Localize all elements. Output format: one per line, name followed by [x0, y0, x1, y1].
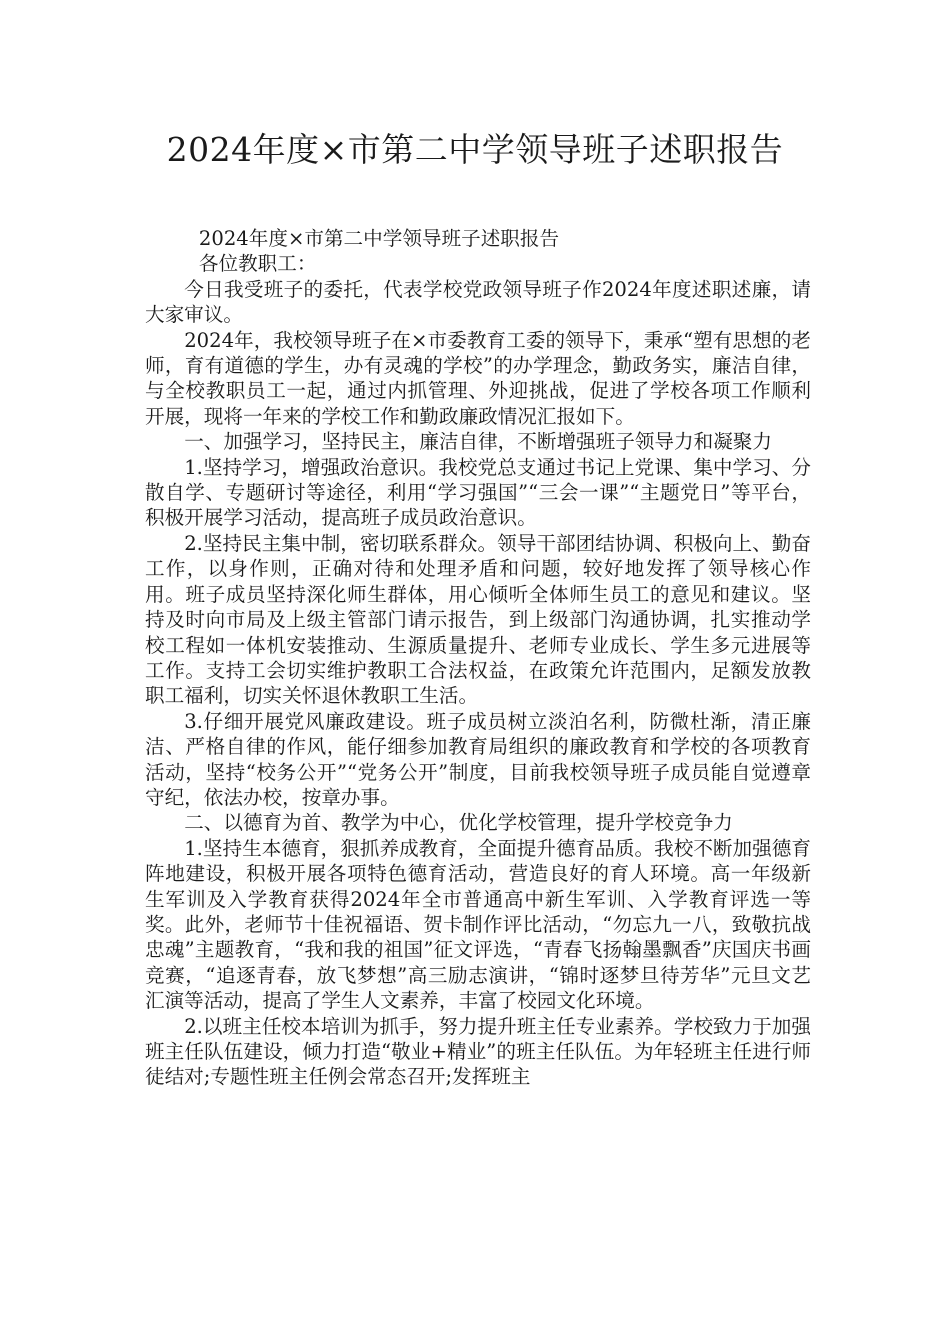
paragraph-intro: 今日我受班子的委托，代表学校党政领导班子作2024年度述职述廉，请大家审议。	[145, 277, 811, 327]
paragraph-overview: 2024年，我校领导班子在×市委教育工委的领导下，秉承“塑有思想的老师，育有道德的学生，办有灵魂的学校”的办学理念，勤政务实，廉洁自律，与全校教职员工一起，通过内抓管理、外迎挑战，促进了学校各项工作顺利开展，现将一年来的学校工作和勤政廉政情况汇报如下。	[145, 328, 811, 428]
document-title: 2024年度×市第二中学领导班子述职报告	[166, 130, 784, 169]
paragraph-1-1: 1.坚持学习，增强政治意识。我校党总支通过书记上党课、集中学习、分散自学、专题研讨等途径，利用“学习强国”“三会一课”“主题党日”等平台，积极开展学习活动，提高班子成员政治意识。	[145, 455, 811, 530]
paragraph-1-3: 3.仔细开展党风廉政建设。班子成员树立淡泊名利，防微杜渐，清正廉洁、严格自律的作风，能仔细参加教育局组织的廉政教育和学校的各项教育活动，坚持“校务公开”“党务公开”制度，目前我校领导班子成员能自觉遵章守纪，依法办校，按章办事。	[145, 709, 811, 809]
paragraph-1-2: 2.坚持民主集中制，密切联系群众。领导干部团结协调、积极向上、勤奋工作，以身作则，正确对待和处理矛盾和问题，较好地发挥了领导核心作用。班子成员坚持深化师生群体，用心倾听全体师生员工的意见和建议。坚持及时向市局及上级主管部门请示报告，到上级部门沟通协调，扎实推动学校工程如一体机安装推动、生源质量提升、老师专业成长、学生多元进展等工作。支持工会切实维护教职工合法权益，在政策允许范围内，足额发放教职工福利，切实关怀退休教职工生活。	[145, 531, 811, 708]
document-subtitle: 2024年度×市第二中学领导班子述职报告	[198, 227, 560, 250]
section-heading-2: 二、以德育为首、教学为中心，优化学校管理，提升学校竞争力	[184, 811, 733, 835]
paragraph-2-2: 2.以班主任校本培训为抓手，努力提升班主任专业素养。学校致力于加强班主任队伍建设，倾力打造“敬业+精业”的班主任队伍。为年轻班主任进行师徒结对;专题性班主任例会常态召开;发挥班主	[145, 1014, 811, 1089]
greeting: 各位教职工：	[198, 252, 317, 276]
section-heading-1: 一、加强学习，坚持民主，廉洁自律，不断增强班子领导力和凝聚力	[184, 430, 772, 454]
paragraph-2-1: 1.坚持生本德育，狠抓养成教育，全面提升德育品质。我校不断加强德育阵地建设，积极开展各项特色德育活动，营造良好的育人环境。高一年级新生军训及入学教育获得2024年全市普通高中新生军训、入学教育评选一等奖。此外，老师节十佳祝福语、贺卡制作评比活动，“勿忘九一八，致敬抗战忠魂”主题教育，“我和我的祖国”征文评选，“青春飞扬翰墨飘香”庆国庆书画竞赛，“追逐青春，放飞梦想”高三励志演讲，“锦时逐梦旦待芳华”元旦文艺汇演等活动，提高了学生人文素养，丰富了校园文化环境。	[145, 836, 811, 1013]
document-body	[145, 226, 811, 1090]
